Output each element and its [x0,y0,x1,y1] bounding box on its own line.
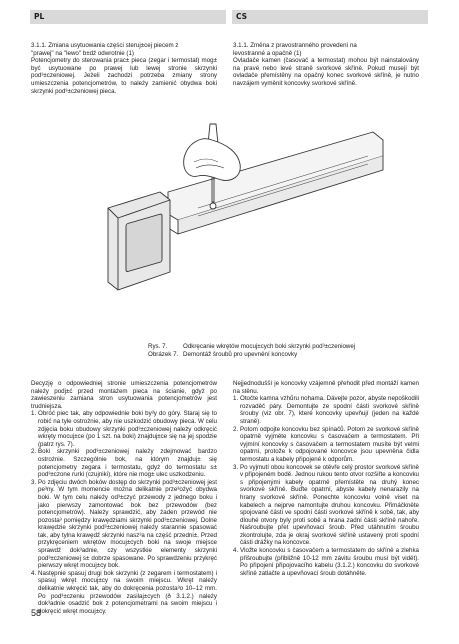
list-item [233,547,419,577]
step-number: 1. [233,395,239,403]
figure-caption-cs: Demontáž šroubů pro upevnění koncovky [183,351,298,358]
step-text: Otočte kamna vzhůru nohama. Dávejte pozor, abyste nepoškodili rozvaděč páry. Demontujte ze spodní části svorkové skříně šrouby (viz obr. 7), které koncovky upevňují (jeden na každé straně). [240,395,419,425]
section-title-line1: 3.1.1. Změna z pravostranného provedení na [233,42,357,49]
step-number: 3. [233,463,239,471]
intro-paragraph: Decyzję o odpowiedniej stronie umieszczenia potencjometrów należy podj±ć przed montażem pieca na ścianie, gdyż po zawieszeniu zamiana stron usytuowania potencjometrów jest trudniejsza. [31,380,217,410]
step-text: Obróć piec tak, aby odpowiednie boki by³y do góry. Staraj się to robić na tyle ostrożnie, aby nie uszkodzić obudowy pieca. W celu zdjęcia boku obudowy skrzynki pod³±czeniowej należy odkręcić wkręty mocuj±ce (po 1 szt. na boki) znajduj±ce się na jej spodzie (patrz rys. 7). [38,410,217,448]
heater-drawing [98,122,388,336]
list-item [31,570,217,616]
bottom-left-section [31,380,217,615]
list-item [233,395,419,425]
step-number: 2. [233,425,239,433]
intro-paragraph: Nejjednodušší je koncovky vzájemně přehodit před montáží kamen na stěnu. [233,380,419,395]
step-number: 3. [31,478,37,486]
top-left-section [31,42,217,95]
top-right-section [233,42,419,88]
figure-label-pl: Rys. 7. [148,343,168,350]
step-text: Boki skrzynki pod³±czeniowej należy zdejmować bardzo ostrożnie. Szczególnie bok, na którym znajduj± się potencjometry zegara i termostatu, gdyż do termostatu s± pod³±czone rurki (czujniki), które nie mog± ulec uszkodzeniu. [38,448,217,479]
page-number: 58 [31,608,42,618]
figure-label-cs: Obrázek 7. [148,351,179,358]
step-text: Vložte koncovku s časovačem a termostatem do skříně a zlehka přišroubujte (přibližně 10-12 mm závitu šroubu musí být vidět). Po připojení připojovacího kabelu (3.1.2.) koncovku do svorkové skříně zatlačte a upevňovací šroub dotáhněte. [240,547,419,577]
list-item [31,448,217,478]
step-number: 1. [31,410,37,418]
step-text: Po zdjęciu dwóch boków dostęp do skrzynki pod³±czeniowej jest pe³ny. W tym momencie można delikatnie prze³ożyć obydwa boki. W tym celu należy od³±czyć przewody z jednego boku i jako pierwszy zamontować bok bez przewodów (bez potencjometrów). Należy sprawdzić, aby żaden przewód nie pozosta³ pomiędzy krawędziami skrzynki pod³±czeniowej. Dolne krawędzie skrzynki pod³±czeniowej należy starannie spasować tak, aby tylna krawędź skrzynki nasz³a na część przedni±. Przed przykręceniem wkrętów mocuj±cych boki na swoje miejsce sprawdź dok³adnie, czy wszystkie elementy skrzynki pod³±czeniowej s± dobrze spasowane. Po sprawdzeniu przykręć pierwszy wkręt mocuj±cy bok. [38,478,217,570]
section-title-line1: 3.1.1. Zmiana usytuowania części steruj±cej piecem z [31,42,179,49]
section-body: Ovladače kamen (časovač a termostat) mohou být nainstalovány na pravé nebo levé straně svorkové skříně. Pokud musejí být ovladače přemístěny na opačný konec svorkové skříně, je nutno navzájem vyměnit koncovky svorkové skříně. [233,57,419,87]
step-text: Potom odpojte koncovku bez spínačů. Potom ze svorkové skříně opatrně vyjměte koncovku s časovačem a termostatem. Při vyjmíní koncovky s časovačem a termostatem musíte být velmi opatrní, protože k odpojované koncovce jsou upevněna čidla termostatu a kabely připojené k odporům. [240,425,419,463]
list-item [31,479,217,570]
language-tab-pl: PL [30,10,226,24]
section-title-line2: "prawej" na "lewo" b±dź odwrotnie (1) [31,49,134,57]
list-item [233,426,419,464]
step-text: Następnie spasuj drugi bok skrzynki (z zegarem i termostatem) i spasuj wkręt mocuj±cy na swoim miejscu. Wkręt należy delikatnie wkręcić tak, aby do dokręcenia pozosta³o 10–12 mm. Po pod³±czeniu przewodów zasilaj±cych (ð 3.1.2.) należy dok³adnie osadzić bok z potencjometrami na swoim miejscu i dokręcić wkręt mocuj±cy. [38,569,217,615]
steps-list [233,395,419,577]
step-number: 2. [31,448,37,456]
figure-caption-pl: Odkręcanie wkrętów mocuj±cych boki skrzynki pod³±czeniowej [183,343,356,350]
heater-illustration [98,122,388,336]
steps-list [31,410,217,615]
step-text: Po vyjmutí obou koncovek se otěvře celý prostor svorkové skříně v připojeném bodě. Jednou rukou tento otvor rozšiřte a koncovku s připojenými kabely opatrně přemístěte na druhý konec svorkové skříně. Buďte opatrní, abyste kabely nenarazily na hrany svorkové skříně. Ponechte koncovku volně viset na kabelech a nejprve namontujte druhou koncovku. Přimáčkněte spojované části ve spodní části svorkové skříně k sobě, tak, aby dlouhé otvory byly proti sobě a hrana zadní části skříně nahoře. Našroubujte přet upevňovací šroub. Před utáhnutím šroubu zkontrolujte, zda je okraj svorkové skříně ustavený proti spodní části drážky na koncovce. [240,463,419,547]
list-item [31,410,217,448]
step-number: 4. [31,569,37,577]
bottom-right-section [233,380,419,577]
list-item [233,464,419,548]
section-title-line2: levostranné a opačně (1) [233,49,302,57]
step-number: 4. [233,547,239,555]
language-tab-cs: CS [232,10,428,24]
section-body: Potencjometry do sterowania prac± pieca (zegar i termostat) mog± być usytuowane po prawej lub lewej stronie skrzynki pod³±czeniowej. Jeżeli zachodzi potrzeba zmiany strony umieszczenia potencjometrów, to należy zamienić obydwa boki skrzynki pod³±czeniowej pieca. [31,57,217,95]
